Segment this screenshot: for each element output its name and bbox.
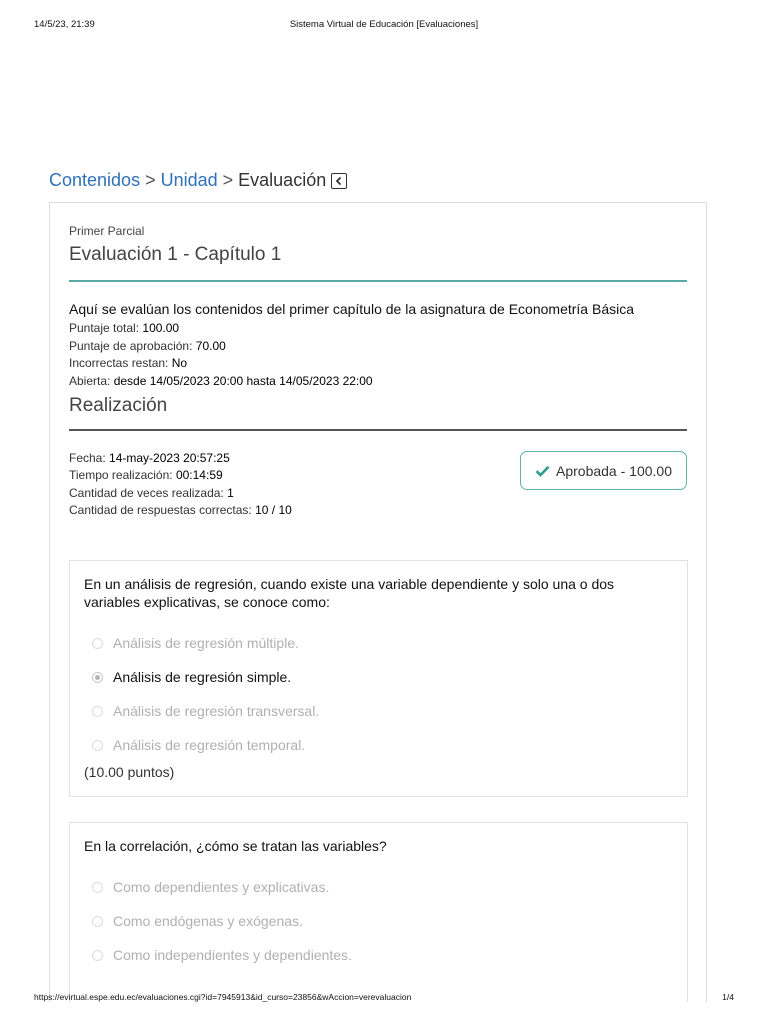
- info-value: 100.00: [142, 321, 180, 335]
- check-icon: [535, 465, 550, 477]
- info-label: Incorrectas restan:: [69, 356, 169, 370]
- print-page-title: Sistema Virtual de Educación [Evaluaciones]: [289, 19, 479, 30]
- info-value: 00:14:59: [175, 468, 223, 482]
- info-total-score: [69, 321, 179, 335]
- question-card: [69, 822, 688, 1002]
- info-wrong-subtract: [69, 356, 187, 370]
- breadcrumb-separator: >: [222, 170, 234, 190]
- answer-option[interactable]: [92, 737, 305, 753]
- radio-button[interactable]: [92, 916, 103, 927]
- realization-date: [69, 451, 230, 465]
- breadcrumb-evaluacion: Evaluación: [238, 170, 327, 190]
- radio-button[interactable]: [92, 706, 103, 717]
- breadcrumb-separator: >: [145, 170, 156, 190]
- info-passing-score: [69, 339, 226, 353]
- option-label: Como independientes y dependientes.: [113, 947, 352, 963]
- radio-button[interactable]: [92, 950, 103, 961]
- question-text: En un análisis de regresión, cuando existe una variable dependiente y solo una o dos variables explicativas, se conoce como:: [84, 576, 615, 610]
- answer-option[interactable]: [92, 703, 319, 719]
- title-divider: [69, 280, 687, 282]
- status-text: Aprobada - 100.00: [556, 462, 672, 479]
- info-label: Cantidad de veces realizada:: [69, 486, 224, 500]
- answer-option[interactable]: [92, 879, 329, 895]
- option-label: Como endógenas y exógenas.: [113, 913, 303, 929]
- realization-correct-answers: [69, 503, 292, 517]
- option-label: Análisis de regresión simple.: [113, 669, 292, 685]
- breadcrumb: [49, 170, 347, 191]
- question-card: [69, 560, 688, 797]
- radio-button[interactable]: [92, 740, 103, 751]
- answer-option[interactable]: [92, 635, 299, 651]
- answer-option[interactable]: [92, 947, 352, 963]
- info-value: 1: [227, 486, 234, 500]
- info-label: Abierta:: [69, 374, 111, 388]
- status-badge: [520, 451, 687, 490]
- radio-button[interactable]: [92, 882, 103, 893]
- answer-option[interactable]: [92, 913, 303, 929]
- partial-label: Primer Parcial: [69, 224, 145, 238]
- option-label: Análisis de regresión múltiple.: [113, 635, 299, 651]
- option-label: Análisis de regresión temporal.: [113, 737, 306, 753]
- realization-attempts: [69, 486, 234, 500]
- realization-title: Realización: [69, 395, 168, 416]
- info-label: Puntaje de aprobación:: [69, 339, 193, 353]
- info-label: Fecha:: [69, 451, 106, 465]
- info-value: No: [171, 356, 188, 370]
- print-footer: [34, 992, 734, 1006]
- print-datetime: 14/5/23, 21:39: [34, 19, 95, 30]
- evaluation-title: Evaluación 1 - Capítulo 1: [69, 244, 282, 265]
- realization-time: [69, 468, 223, 482]
- info-label: Puntaje total:: [69, 321, 140, 335]
- realization-divider: [69, 429, 687, 431]
- info-label: Tiempo realización:: [69, 468, 173, 482]
- breadcrumb-contenidos[interactable]: Contenidos: [49, 170, 141, 190]
- info-open-window: [69, 374, 373, 388]
- radio-button[interactable]: [92, 638, 103, 649]
- answer-option-selected[interactable]: [92, 669, 291, 685]
- print-url: https://evirtual.espe.edu.ec/evaluaciones.cgi?id=7945913&id_curso=23856&wAccion=verevaluacion: [34, 992, 412, 1002]
- info-value: 14-may-2023 20:57:25: [109, 451, 230, 465]
- print-header: [34, 19, 734, 33]
- option-label: Como dependientes y explicativas.: [113, 879, 330, 895]
- option-label: Análisis de regresión transversal.: [113, 703, 320, 719]
- question-text: En la correlación, ¿cómo se tratan las variables?: [84, 838, 387, 854]
- info-value: 70.00: [195, 339, 226, 353]
- back-chevron-icon[interactable]: [331, 173, 347, 189]
- evaluation-description: Aquí se evalúan los contenidos del primer capítulo de la asignatura de Econometría Básica: [69, 301, 635, 317]
- info-label: Cantidad de respuestas correctas:: [69, 503, 252, 517]
- info-value: 10 / 10: [255, 503, 292, 517]
- question-points: (10.00 puntos): [84, 764, 175, 780]
- info-value: desde 14/05/2023 20:00 hasta 14/05/2023 22:00: [113, 374, 373, 388]
- evaluation-card: [49, 202, 707, 1002]
- breadcrumb-unidad[interactable]: Unidad: [160, 170, 218, 190]
- print-page-number: 1/4: [722, 992, 734, 1002]
- radio-button-checked[interactable]: [92, 672, 103, 683]
